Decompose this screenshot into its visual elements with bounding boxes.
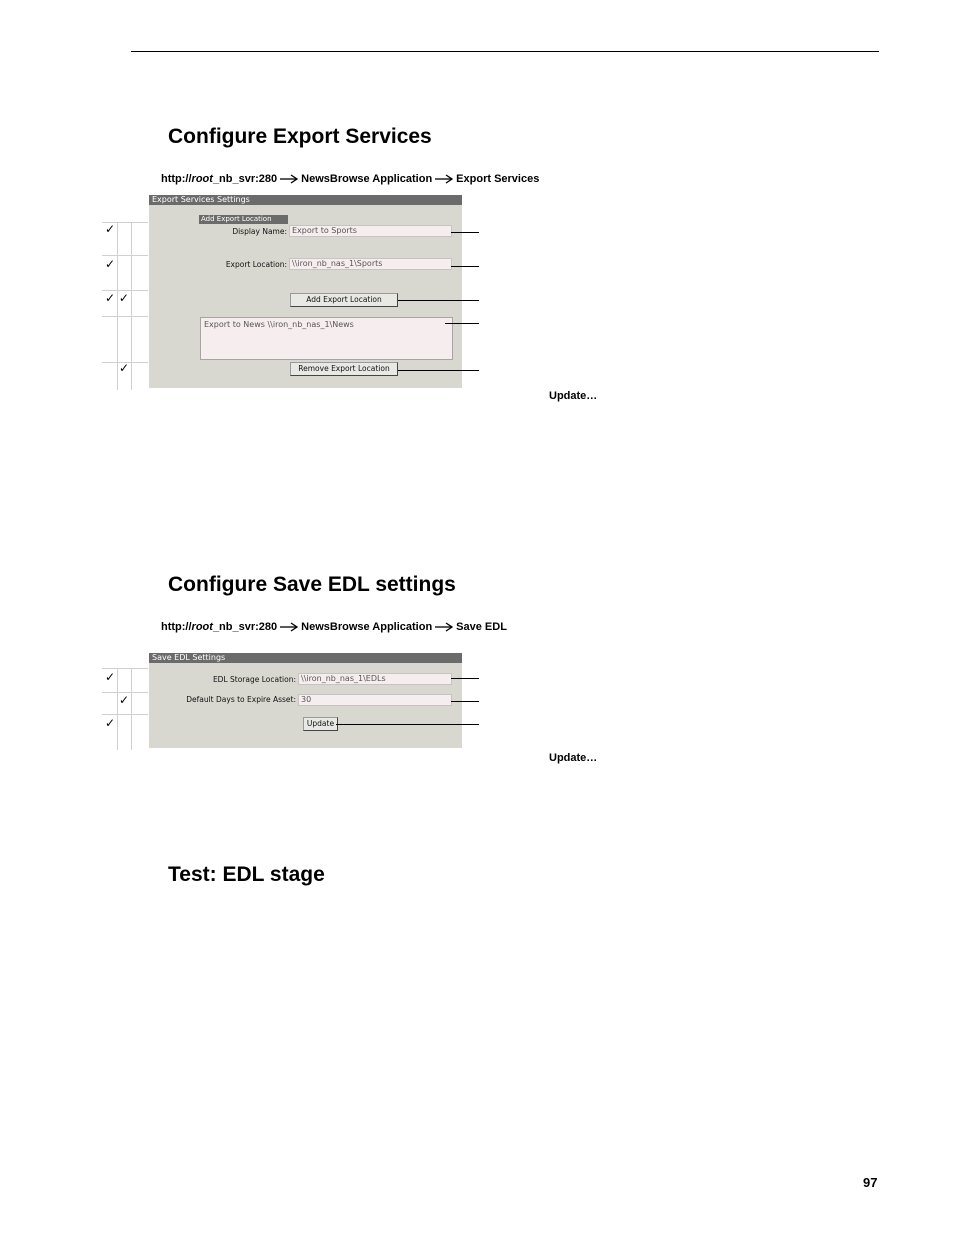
arrow-right-icon: [280, 174, 298, 184]
display-name-label: Display Name:: [232, 227, 287, 236]
display-name-input[interactable]: Export to Sports: [289, 225, 452, 237]
breadcrumb-host: _nb_svr:280: [212, 621, 278, 633]
checkmark-icon: ✓ ✓: [105, 291, 129, 305]
update-note: Update…: [549, 390, 598, 402]
callout-line: [398, 370, 479, 371]
breadcrumb-export-services: [161, 173, 539, 185]
update-button[interactable]: Update: [303, 717, 338, 731]
callout-line: [451, 266, 479, 267]
arrow-right-icon: [280, 622, 298, 632]
tick-column-divider: [131, 668, 132, 750]
checkmark-icon: ✓: [119, 693, 130, 707]
tick-column-divider: [117, 668, 118, 750]
callout-line: [451, 678, 479, 679]
update-note: Update…: [549, 752, 598, 764]
edl-storage-location-label: EDL Storage Location:: [212, 675, 296, 684]
panel-title: Save EDL Settings: [149, 653, 462, 663]
section-title-save-edl: Configure Save EDL settings: [168, 573, 456, 596]
breadcrumb-root: root: [191, 173, 213, 185]
default-days-expire-label: Default Days to Expire Asset:: [186, 695, 296, 704]
breadcrumb-app: NewsBrowse Application: [301, 173, 433, 185]
breadcrumb-page: Export Services: [456, 173, 540, 185]
breadcrumb-prefix: http://: [161, 173, 192, 185]
arrow-right-icon: [435, 622, 453, 632]
tick-row-divider: [102, 255, 148, 256]
breadcrumb-prefix: http://: [161, 621, 192, 633]
group-title: Add Export Location: [199, 215, 288, 224]
export-location-label: Export Location:: [225, 260, 287, 269]
callout-line: [398, 300, 479, 301]
export-services-panel: [149, 195, 462, 388]
header-rule: [131, 51, 879, 52]
list-item[interactable]: Export to News \\iron_nb_nas_1\News: [204, 320, 354, 329]
checkmark-icon: ✓: [105, 257, 116, 271]
edl-storage-location-input[interactable]: \\iron_nb_nas_1\EDLs: [298, 673, 452, 685]
tick-row-divider: [102, 714, 148, 715]
breadcrumb-app: NewsBrowse Application: [301, 621, 433, 633]
tick-column-divider: [117, 222, 118, 390]
tick-row-divider: [102, 668, 148, 669]
callout-line: [445, 323, 479, 324]
checkmark-icon: ✓: [105, 670, 116, 684]
breadcrumb-save-edl: [161, 621, 507, 633]
callout-line: [451, 232, 479, 233]
tick-row-divider: [102, 316, 148, 317]
remove-export-location-button[interactable]: Remove Export Location: [290, 362, 398, 376]
callout-line: [451, 701, 479, 702]
page-number: 97: [863, 1175, 878, 1190]
export-location-input[interactable]: \\iron_nb_nas_1\Sports: [289, 258, 452, 270]
tick-column-divider: [131, 222, 132, 390]
arrow-right-icon: [435, 174, 453, 184]
default-days-expire-input[interactable]: 30: [298, 694, 452, 706]
save-edl-panel: [149, 653, 462, 748]
checkmark-icon: ✓: [105, 716, 116, 730]
breadcrumb-page: Save EDL: [456, 621, 507, 633]
checkmark-icon: ✓: [105, 222, 116, 236]
add-export-location-button[interactable]: Add Export Location: [290, 293, 398, 307]
breadcrumb-host: _nb_svr:280: [212, 173, 278, 185]
callout-line: [336, 724, 479, 725]
section-title-test-edl-stage: Test: EDL stage: [168, 863, 325, 886]
breadcrumb-root: root: [191, 621, 213, 633]
checkmark-icon: ✓: [119, 361, 130, 375]
section-title-export-services: Configure Export Services: [168, 125, 432, 148]
export-locations-list[interactable]: [200, 317, 453, 360]
panel-title: Export Services Settings: [149, 195, 462, 205]
